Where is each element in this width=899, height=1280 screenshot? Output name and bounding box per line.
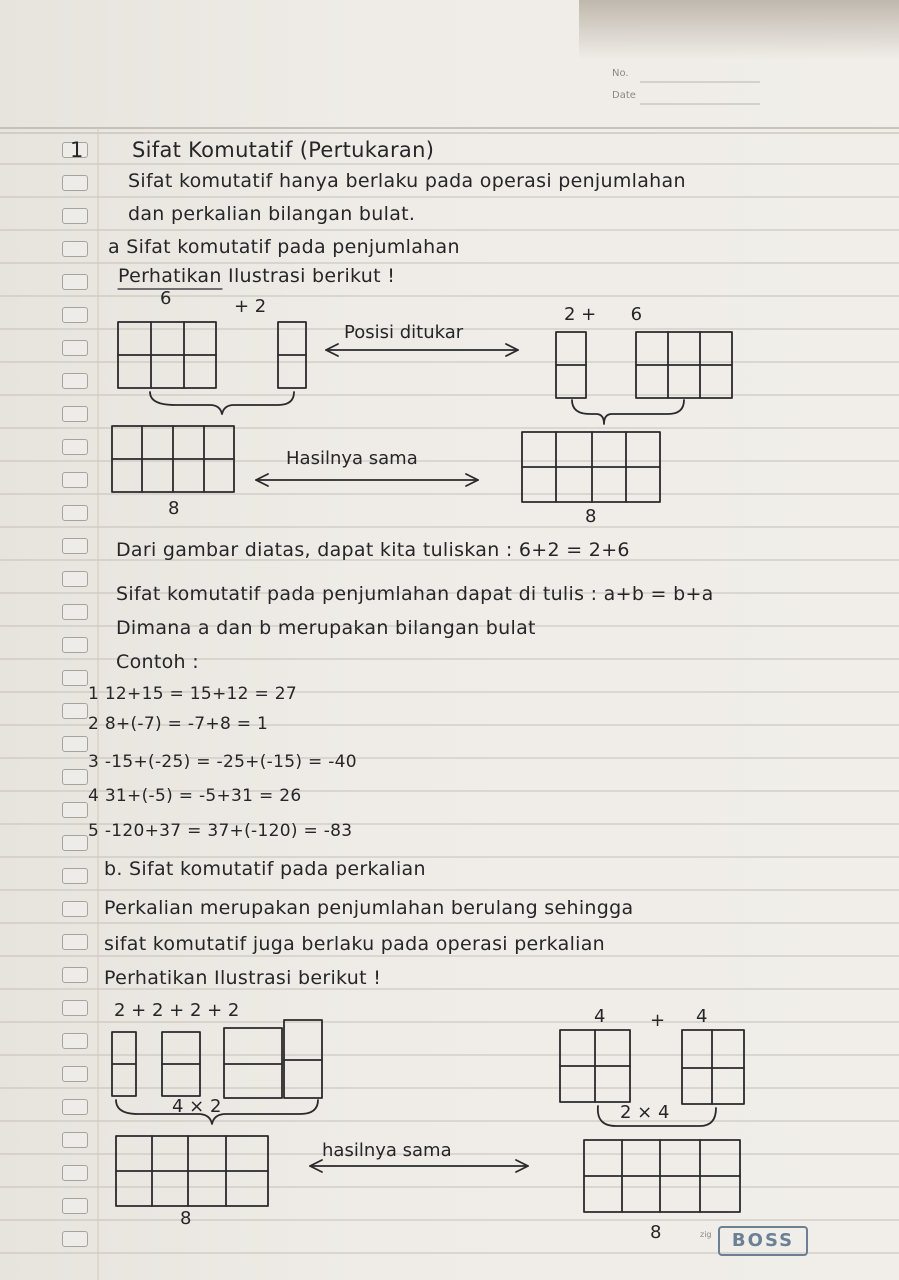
label-four-a: 4 [594,1006,606,1027]
grid-8-right [522,432,660,502]
brand-logo: BOSS [718,1226,808,1256]
subsection-title: b. Sifat komutatif pada perkalian [104,858,426,880]
text-line: Perhatikan Ilustrasi berikut ! [104,967,382,989]
text-line: Perhatikan Ilustrasi berikut ! [118,265,396,287]
label-eight-right: 8 [585,506,597,527]
text-line: dan perkalian bilangan bulat. [128,203,416,225]
text-line: Contoh : [116,651,199,673]
label-plus-two: + 2 [234,296,267,317]
label-four-times-two: 4 × 2 [172,1096,222,1117]
label-six: 6 [160,288,172,309]
grid-8-left [112,426,234,492]
grid-8-mult-right [584,1140,740,1212]
label-repeated-sum: 2 + 2 + 2 + 2 [114,1000,240,1021]
text-line: Dimana a dan b merupakan bilangan bulat [116,617,536,639]
grid-6-right [636,332,732,398]
label-plus: + [650,1010,666,1031]
grid-6-left [118,322,216,388]
arrow-label-hasil: Hasilnya sama [286,448,418,469]
label-two-times-four: 2 × 4 [620,1102,670,1123]
label-four-b: 4 [696,1006,708,1027]
example-line: 4 31+(-5) = -5+31 = 26 [88,786,302,806]
label-eight-mult-right: 8 [650,1222,662,1243]
text-line: Dari gambar diatas, dapat kita tuliskan : 6+2 = 2+6 [116,539,630,561]
text-line: sifat komutatif juga berlaku pada operasi perkalian [104,933,606,955]
label-two-plus-six: 2 + 6 [564,304,643,325]
text-line: Perkalian merupakan penjumlahan berulang sehingga [104,897,634,919]
example-line: 5 -120+37 = 37+(-120) = -83 [88,821,353,841]
label-eight-mult-left: 8 [180,1208,192,1229]
arrow-label-posisi: Posisi ditukar [344,322,464,343]
grid-2-left [278,322,306,388]
example-line: 2 8+(-7) = -7+8 = 1 [88,714,269,734]
grid-8-mult-left [116,1136,268,1206]
example-line: 1 12+15 = 15+12 = 27 [88,684,297,704]
text-line: Sifat komutatif hanya berlaku pada operasi penjumlahan [128,170,686,192]
item-number: 1 [70,138,84,162]
date-label: Date [612,90,636,101]
subsection-title: a Sifat komutatif pada penjumlahan [108,236,460,258]
brand-prefix: zig [700,1230,712,1239]
example-line: 3 -15+(-25) = -25+(-15) = -40 [88,752,357,772]
arrow-label-hasil-mult: hasilnya sama [322,1140,452,1161]
grid-4x2-right [560,1030,744,1104]
section-title: Sifat Komutatif (Pertukaran) [132,138,435,162]
text-line: Sifat komutatif pada penjumlahan dapat di tulis : a+b = b+a [116,583,714,605]
label-eight-left: 8 [168,498,180,519]
grid-2-right [556,332,586,398]
no-label: No. [612,68,629,79]
grid-2x4-left [112,1020,322,1098]
